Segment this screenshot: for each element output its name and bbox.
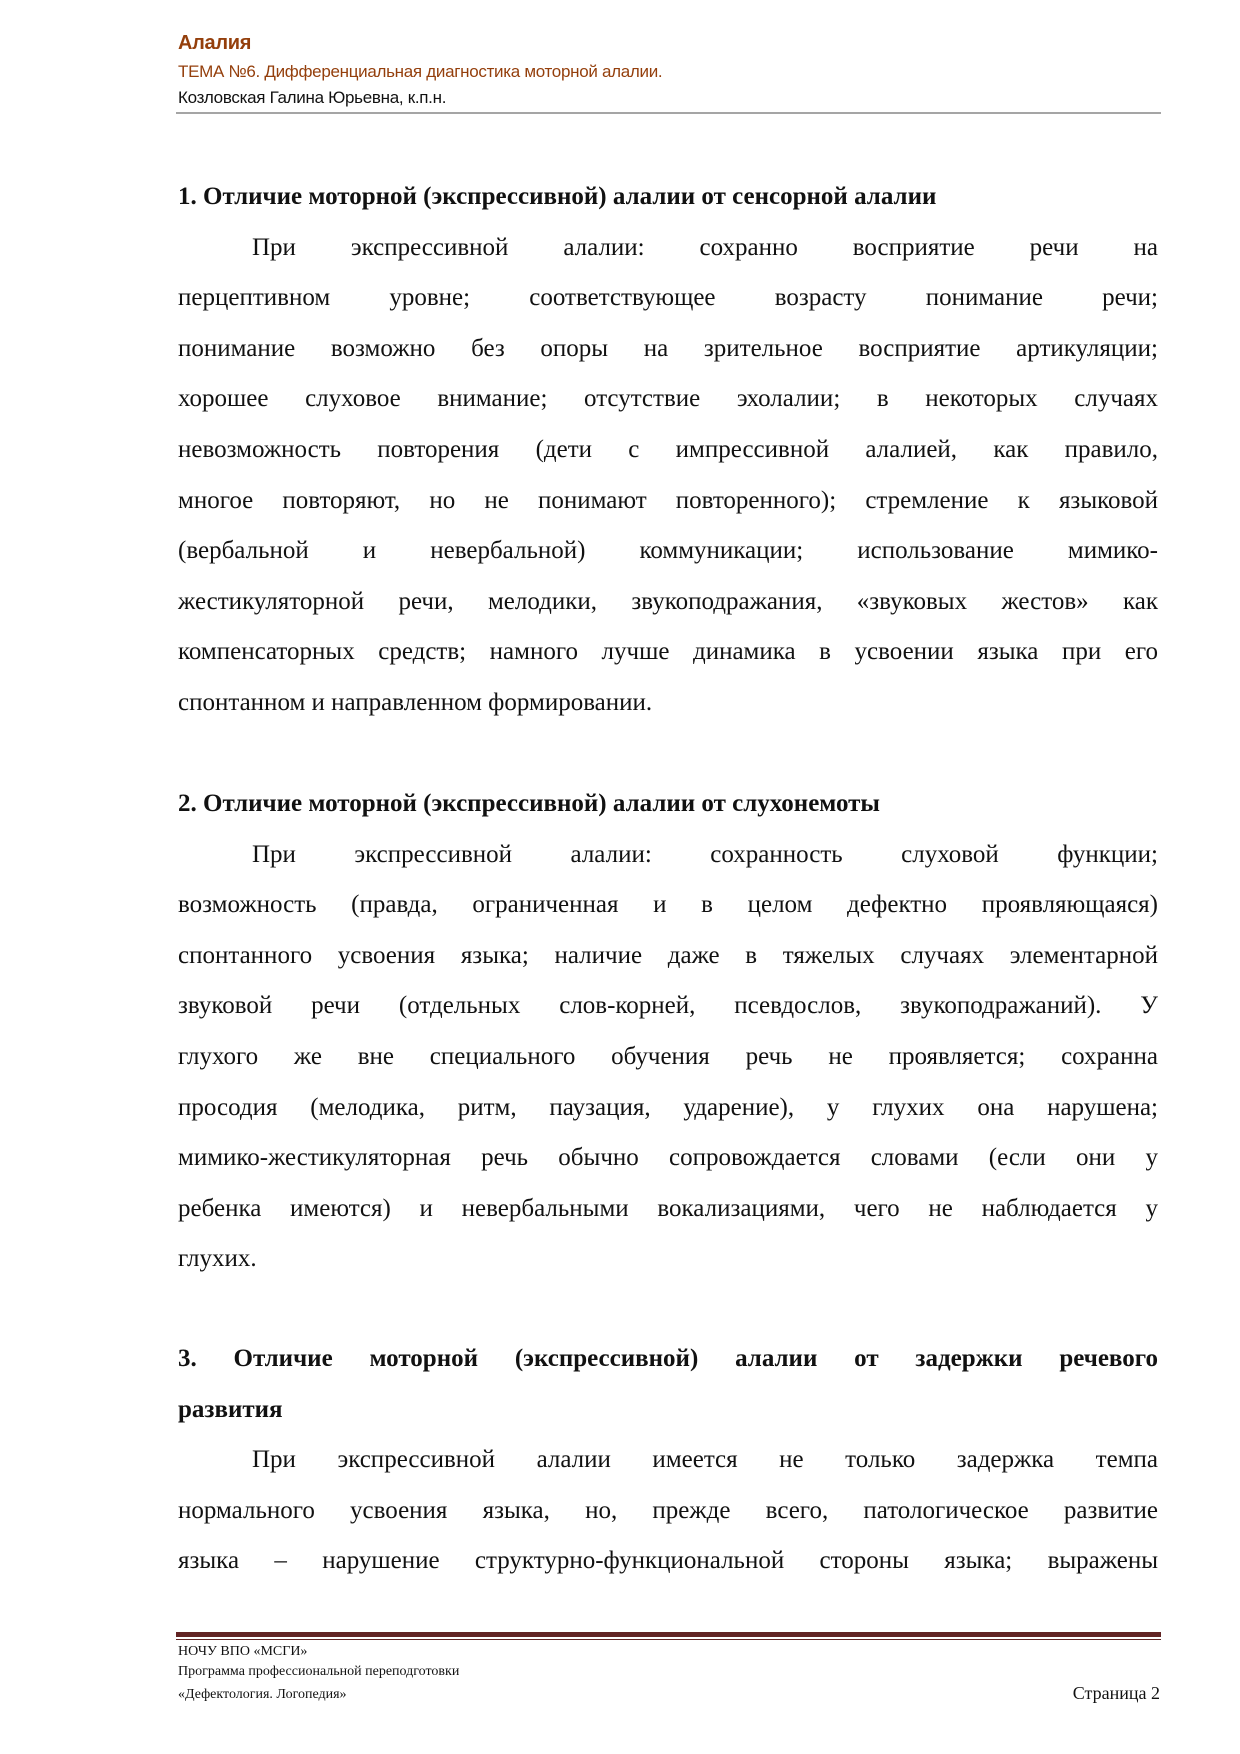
text-line: компенсаторных средств; намного лучше динамика в усвоении языка при его	[178, 638, 1158, 666]
section-1	[178, 172, 1158, 729]
text-line: жестикуляторной речи, мелодики, звукоподражания, «звуковых жестов» как	[178, 587, 1158, 615]
section-heading: 3. Отличие моторной (экспрессивной) алалии от задержки речевого	[178, 1345, 1158, 1372]
text-line: При экспрессивной алалии: сохранно восприятие речи на	[252, 233, 1158, 261]
header-divider	[176, 112, 1161, 114]
section-heading: 2. Отличие моторной (экспрессивной) алалии от слухонемоты	[178, 790, 880, 817]
text-line: глухого же вне специального обучения речь не проявляется; сохранна	[178, 1042, 1158, 1070]
text-line: понимание возможно без опоры на зрительное восприятие артикуляции;	[178, 334, 1158, 362]
text-line: хорошее слуховое внимание; отсутствие эхолалии; в некоторых случаях	[178, 385, 1158, 413]
text-line: возможность (правда, ограниченная и в целом дефектно проявляющаяся)	[178, 891, 1158, 919]
author-line: Козловская Галина Юрьевна, к.п.н.	[178, 88, 447, 107]
text-line: ребенка имеются) и невербальными вокализациями, чего не наблюдается у	[178, 1194, 1158, 1222]
text-line: звуковой речи (отдельных слов-корней, псевдослов, звукоподражаний). У	[178, 992, 1158, 1020]
text-line: глухих.	[178, 1245, 257, 1273]
text-line: перцептивном уровне; соответствующее возрасту понимание речи;	[178, 284, 1158, 312]
text-line: При экспрессивной алалии: сохранность слуховой функции;	[252, 840, 1158, 868]
section-heading: 1. Отличие моторной (экспрессивной) алалии от сенсорной алалии	[178, 183, 937, 210]
footer-course: «Дефектология. Логопедия»	[178, 1687, 347, 1702]
text-line: спонтанном и направленном формировании.	[178, 688, 653, 716]
text-line: языка – нарушение структурно-функциональной стороны языка; выражены	[178, 1547, 1158, 1575]
text-line: просодия (мелодика, ритм, паузация, ударение), у глухих она нарушена;	[178, 1093, 1158, 1121]
page-number: Страница 2	[1072, 1683, 1160, 1703]
footer-program: Программа профессиональной переподготовки	[178, 1664, 460, 1679]
footer-divider-thin	[176, 1639, 1161, 1640]
text-line: мимико-жестикуляторная речь обычно сопровождается словами (если они у	[178, 1144, 1158, 1172]
text-line: спонтанного усвоения языка; наличие даже в тяжелых случаях элементарной	[178, 941, 1158, 969]
text-line: При экспрессивной алалии имеется не только задержка темпа	[252, 1446, 1158, 1474]
text-line: невозможность повторения (дети с импрессивной алалией, как правило,	[178, 435, 1158, 463]
text-line: (вербальной и невербальной) коммуникации; использование мимико-	[178, 537, 1158, 565]
section-3	[178, 1334, 1158, 1587]
footer-org: НОЧУ ВПО «МСГИ»	[178, 1644, 308, 1659]
document-title: Алалия	[178, 32, 252, 54]
section-2	[178, 779, 1158, 1285]
text-line: нормального усвоения языка, но, прежде всего, патологическое развитие	[178, 1496, 1158, 1524]
section-heading: развития	[178, 1395, 283, 1423]
topic-line: ТЕМА №6. Дифференциальная диагностика моторной алалии.	[178, 62, 663, 81]
text-line: многое повторяют, но не понимают повторенного); стремление к языковой	[178, 486, 1158, 514]
footer-divider	[176, 1632, 1161, 1637]
